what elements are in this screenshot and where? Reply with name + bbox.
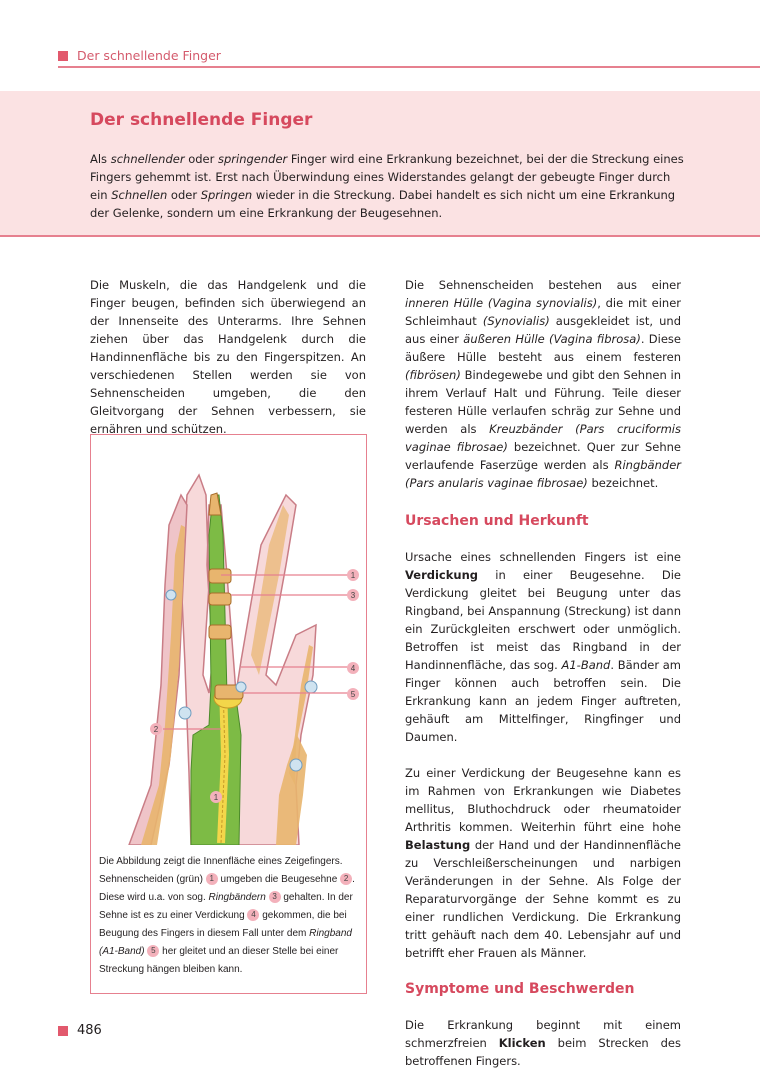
finger-anatomy-illustration — [91, 435, 365, 845]
callout-marker-1-sheath — [210, 791, 222, 803]
joint-blue-3 — [305, 681, 317, 693]
callout-badge: 2 — [340, 873, 352, 885]
joint-blue-2 — [236, 682, 246, 692]
figure-caption: Die Abbildung zeigt die Innenfläche eines Zeigefingers. Sehnenscheiden (grün) 1 umgeben die Beugesehne 2 . Diese wird u.a. von sog. Ringbändern 3 gehalten. In der Sehne ist es zu einer Verdickung 4 gekommen, die bei Beugung des Fingers in diesem Fall unter dem Ringband (A1-Band) 5 her gleitet und an dieser Stelle bei einer Streckung hängen bleiben kann. — [99, 856, 355, 975]
svg-text:3: 3 — [350, 591, 356, 600]
folio-marker — [58, 1026, 68, 1036]
callout-marker-3 — [347, 589, 359, 601]
left-column — [90, 276, 366, 438]
ring-band-upper — [209, 569, 231, 583]
bold-term: Klicken — [498, 1036, 546, 1050]
joint-blue-1 — [179, 707, 191, 719]
intro-title: Der schnellende Finger — [90, 110, 313, 130]
right-column — [405, 276, 681, 1070]
heading-symptome: Symptome und Beschwerden — [405, 981, 635, 997]
running-head-title: Der schnellende Finger — [77, 48, 221, 63]
ring-band-lower — [209, 625, 231, 639]
bold-term: Belastung — [405, 838, 471, 852]
svg-text:2: 2 — [153, 725, 159, 734]
page-number: 486 — [77, 1023, 102, 1038]
joint-blue-4 — [290, 759, 302, 771]
flexor-tendon — [221, 685, 225, 843]
italic-term: Ringbändern — [208, 892, 266, 903]
italic-term: äußeren Hülle (Vagina fibrosa) — [463, 332, 641, 346]
ring-band-middle — [209, 593, 231, 605]
italic-term: Ringband (A1-Band) — [99, 928, 352, 957]
svg-text:5: 5 — [350, 690, 356, 699]
right-paragraph-1: Die Sehnenscheiden bestehen aus einer inneren Hülle (Vagina synovialis), die mit einer Schleimhaut (Synovialis) ausgekleidet ist, und aus einer äußeren Hülle (Vagina fibrosa). Diese äußere Hülle besteht aus einem festeren (fibrösen) Bindegewebe und gibt den Sehnen in ihrem Verlauf Halt und Führung. Teile dieser festeren Hülle verlaufen schräg zur Sehne und werden als Kreuzbänder (Pars cruciformis vaginae fibrosae) bezeichnet. Quer zur Sehne verlaufende Faserzüge werden als Ringbänder (Pars anularis vaginae fibrosae) bezeichnet. — [405, 278, 681, 490]
italic-term: springender — [218, 152, 288, 166]
svg-text:1: 1 — [350, 571, 356, 580]
italic-term: schnellender — [110, 152, 185, 166]
italic-term: inneren Hülle (Vagina synovialis) — [405, 296, 598, 310]
italic-term: (fibrösen) — [405, 368, 461, 382]
heading-ursachen: Ursachen und Herkunft — [405, 513, 589, 529]
callout-badge: 1 — [206, 873, 218, 885]
italic-term: (Synovialis) — [482, 314, 550, 328]
italic-term: Ringbänder (Pars anularis vaginae fibrosae) — [405, 458, 681, 490]
left-paragraph: Die Muskeln, die das Handgelenk und die Finger beugen, befinden sich überwiegend an der Innenseite des Unterarms. Ihre Sehnen ziehen über das Handgelenk durch die Handinnenfläche bis zu den Fingerspitzen. An verschiedenen Stellen werden sie von Sehnenscheiden umgeben, die den Gleitvorgang der Sehnen verbessern, sie ernähren und schützen. — [90, 278, 366, 436]
italic-term: A1-Band — [561, 658, 611, 672]
italic-term: Kreuzbänder (Pars cruciformis vaginae fibrosae) — [405, 422, 681, 454]
right-paragraph-4: Die Erkrankung beginnt mit einem schmerzfreien Klicken beim Strecken des betroffenen Fingers. — [405, 1018, 681, 1068]
running-head-marker — [58, 51, 68, 61]
svg-text:4: 4 — [350, 664, 356, 673]
italic-term: Schnellen — [111, 188, 168, 202]
callout-badge: 5 — [147, 945, 159, 957]
right-paragraph-2: Ursache eines schnellenden Fingers ist eine Verdickung in einer Beugesehne. Die Verdickung gleitet bei Beugung unter das Ringband, bei Anspannung (Streckung) ist dann ein Zurückgleiten erschwert oder unmöglich. Betroffen ist meist das Ringband in der Handinnenfläche, das sog. A1-Band. Bänder am Finger können auch betroffen sein. Die Erkrankung kann an jedem Finger auftreten, gehäuft am Mittelfinger, Ringfinger und Daumen. — [405, 550, 682, 744]
callout-marker-2 — [150, 723, 162, 735]
callout-marker-5 — [347, 688, 359, 700]
callout-marker-1 — [347, 569, 359, 581]
svg-text:1: 1 — [213, 793, 219, 802]
figure-box — [90, 434, 367, 994]
bold-term: Verdickung — [405, 568, 478, 582]
right-paragraph-3: Zu einer Verdickung der Beugesehne kann es im Rahmen von Erkrankungen wie Diabetes mellitus, Bluthochdruck oder rheumatoider Arthritis kommen. Weiterhin führt eine hohe Belastung der Hand und der Handinnenfläche zu Verschleißerscheinungen und narbigen Veränderungen in der Sehne. Als Folge der Reparaturvorgänge der Sehne kommt es zu einer rundlichen Verdickung. Die Erkrankung tritt gehäuft nach dem 40. Lebensjahr auf und betrifft eher Frauen als Männer. — [405, 766, 681, 960]
intro-text: Als schnellender oder springender Finger wird eine Erkrankung bezeichnet, bei der die Streckung eines Fingers gehemmt ist. Erst nach Überwindung eines Widerstandes gelangt der gebeugte Finger durch ein Schnellen oder Springen wieder in die Streckung. Dabei handelt es sich nicht um eine Erkrankung der Gelenke, sondern um eine Erkrankung der Beugesehnen. — [90, 152, 684, 220]
callout-badge: 4 — [247, 909, 259, 921]
running-head — [58, 48, 760, 68]
callout-badge: 3 — [269, 891, 281, 903]
joint-blue-5 — [166, 590, 176, 600]
callout-marker-4 — [347, 662, 359, 674]
italic-term: Springen — [200, 188, 253, 202]
